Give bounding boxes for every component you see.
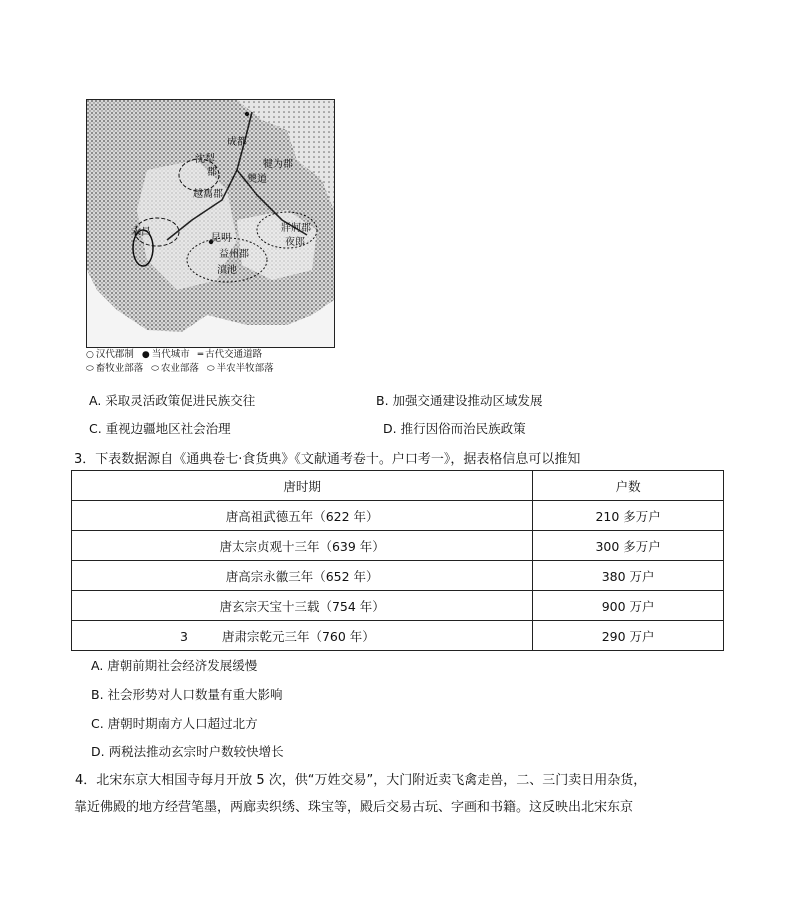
table-row xyxy=(72,591,724,621)
table-row xyxy=(72,501,724,531)
cell-households: 380 万户 xyxy=(533,561,724,591)
legend-agricultural: ⬭ 农业部落 xyxy=(151,363,199,374)
legend-pastoral: ⬭ 畜牧业部落 xyxy=(86,363,144,374)
q2-option-b: B. 加强交通建设推动区域发展 xyxy=(376,393,543,408)
table-header-row xyxy=(72,471,724,501)
cell-period: 唐玄宗天宝十三载（754 年） xyxy=(72,591,533,621)
cell-households: 290 万户 xyxy=(533,621,724,651)
dot-icon: ● xyxy=(141,350,150,360)
table-row xyxy=(72,561,724,591)
map-image xyxy=(86,99,335,348)
ellipse-dotted-icon: ⬭ xyxy=(151,364,159,374)
label-jianwei: 犍为郡 xyxy=(263,159,293,170)
row-period-text: 唐肃宗乾元三年（760 年） xyxy=(221,628,375,644)
header-households: 户数 xyxy=(533,471,724,501)
label-shenli-jun: 郡 xyxy=(207,167,217,178)
label-shenli: 沈犁 xyxy=(195,154,215,165)
cell-period: 唐高祖武德五年（622 年） xyxy=(72,501,533,531)
cell-households: 900 万户 xyxy=(533,591,724,621)
q2-option-d: D. 推行因俗而治民族政策 xyxy=(383,421,526,436)
q3-option-d: D. 两税法推动玄宗时户数较快增长 xyxy=(91,744,284,759)
table-row xyxy=(72,531,724,561)
cell-households: 300 多万户 xyxy=(533,531,724,561)
label-kunming: 昆明 xyxy=(211,233,231,244)
label-yelang: 夜郎 xyxy=(285,237,305,248)
legend-ancient-road: ═ 古代交通道路 xyxy=(197,349,263,360)
header-period: 唐时期 xyxy=(72,471,533,501)
cell-period: 唐高宗永徽三年（652 年） xyxy=(72,561,533,591)
city-dot-chengdu xyxy=(245,112,249,116)
legend-han-prefecture: ○ 汉代郡制 xyxy=(86,349,134,360)
ellipse-solid-icon: ⬭ xyxy=(86,364,94,374)
cell-households: 210 多万户 xyxy=(533,501,724,531)
q4-line-2: 靠近佛殿的地方经营笔墨，两廊卖织绣、珠宝等，殿后交易古玩、字画和书籍。这反映出北宋东京 xyxy=(74,800,634,815)
q3-option-a: A. 唐朝前期社会经济发展缓慢 xyxy=(91,658,258,673)
label-dianchi: 滇池 xyxy=(217,265,237,276)
label-shendao: 僰道 xyxy=(247,174,267,185)
label-yuesui: 越巂郡 xyxy=(193,189,223,200)
circle-icon: ○ xyxy=(86,350,94,360)
map-figure xyxy=(86,99,336,377)
household-table xyxy=(71,470,724,651)
label-yizhou: 益州郡 xyxy=(219,249,249,260)
q2-option-a: A. 采取灵活政策促进民族交往 xyxy=(89,393,256,408)
q3-option-c: C. 唐朝时期南方人口超过北方 xyxy=(91,716,258,731)
row-prefix: 3 xyxy=(180,628,188,644)
legend-modern-city: ● 当代城市 xyxy=(141,349,190,360)
cell-period xyxy=(72,621,533,651)
q2-option-c: C. 重视边疆地区社会治理 xyxy=(89,421,231,436)
label-chengdu: 成都 xyxy=(227,137,247,148)
map-legend xyxy=(86,348,346,376)
label-zangke: 牂牁郡 xyxy=(281,223,311,234)
q3-option-b: B. 社会形势对人口数量有重大影响 xyxy=(91,687,283,702)
ellipse-dashed-icon: ⬭ xyxy=(206,364,215,374)
double-line-icon: ═ xyxy=(197,350,204,360)
q3-stem: 3．下表数据源自《通典卷七·食货典》《文献通考卷十。户口考一》，据表格信息可以推知 xyxy=(74,452,581,467)
q4-line-1: 4．北宋东京大相国寺每月开放 5 次，供“万姓交易”，大门附近卖飞禽走兽，二、三门卖日用杂货， xyxy=(75,773,647,788)
table-row xyxy=(72,621,724,651)
cell-period: 唐太宗贞观十三年（639 年） xyxy=(72,531,533,561)
legend-semi: ⬭ 半农半牧部落 xyxy=(206,363,274,374)
label-yongchang: 永昌 xyxy=(131,227,151,238)
